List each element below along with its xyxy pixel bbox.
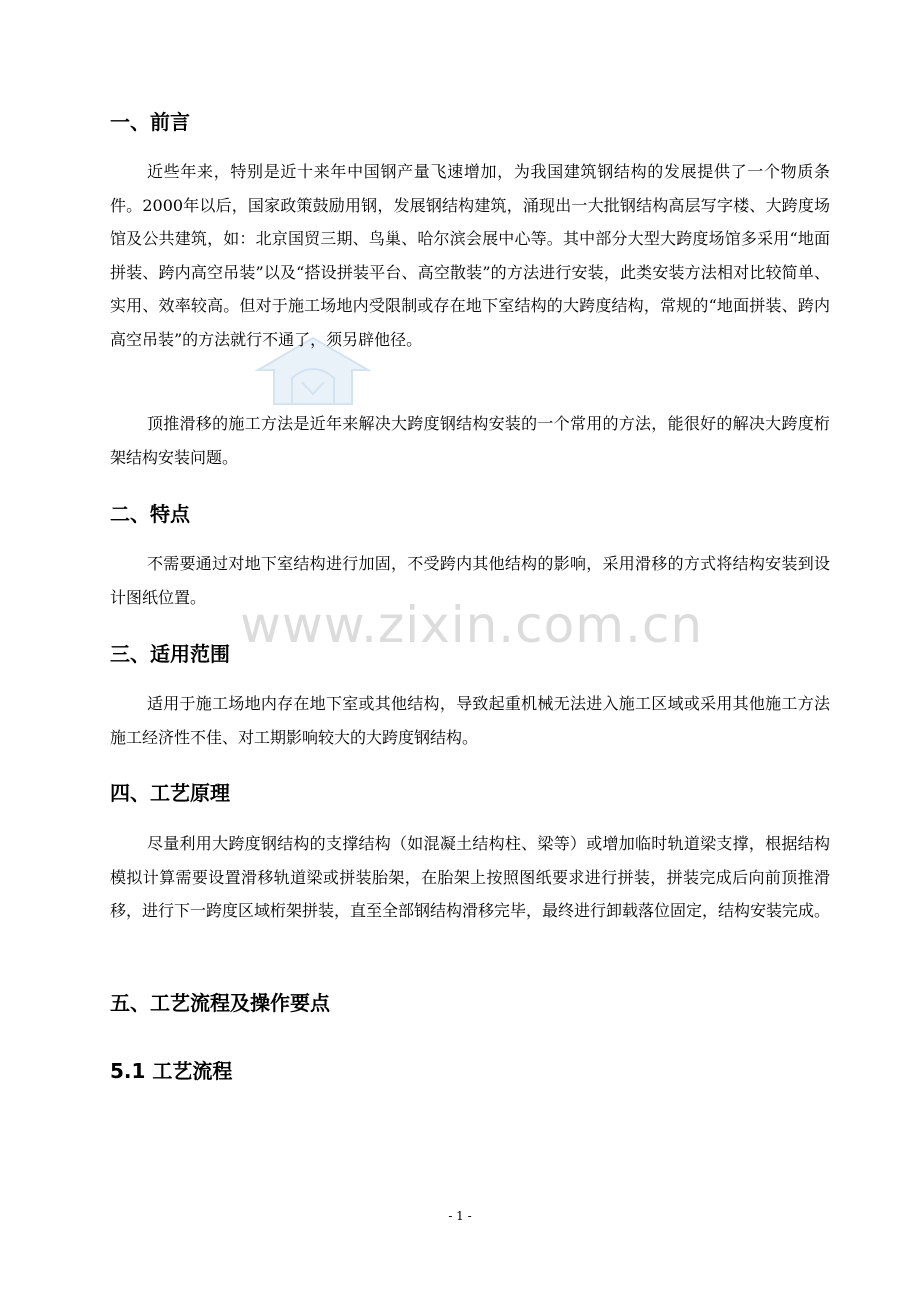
section-heading-preface: 一、前言	[110, 110, 190, 134]
section-heading-features: 二、特点	[110, 502, 190, 526]
paragraph-scope: 适用于施工场地内存在地下室或其他结构，导致起重机械无法进入施工区域或采用其他施工方法施工经济性不佳、对工期影响较大的大跨度钢结构。	[110, 694, 830, 747]
page-number: - 1 -	[448, 1209, 472, 1223]
paragraph-principle: 尽量利用大跨度钢结构的支撑结构（如混凝土结构柱、梁等）或增加临时轨道梁支撑，根据结构模拟计算需要设置滑移轨道梁或拼装胎架，在胎架上按照图纸要求进行拼装，拼装完成后向前顶推滑移，进行下一跨度区域桁架拼装，直至全部钢结构滑移完毕，最终进行卸载落位固定，结构安装完成。	[110, 834, 831, 920]
section-heading-process: 五、工艺流程及操作要点	[110, 991, 330, 1015]
subsection-heading-process-flow: 5.1 工艺流程	[110, 1059, 233, 1083]
paragraph-features: 不需要通过对地下室结构进行加固，不受跨内其他结构的影响，采用滑移的方式将结构安装到设计图纸位置。	[110, 554, 830, 607]
paragraph-preface-2: 顶推滑移的施工方法是近年来解决大跨度钢结构安装的一个常用的方法，能很好的解决大跨度桁架结构安装问题。	[110, 414, 830, 467]
watermark-text: www.zixin.com.cn	[240, 596, 704, 654]
paragraph-preface-1: 近些年来，特别是近十来年中国钢产量飞速增加，为我国建筑钢结构的发展提供了一个物质条件。2000年以后，国家政策鼓励用钢，发展钢结构建筑，涌现出一大批钢结构高层写字楼、大跨度场馆及公共建筑，如：北京国贸三期、鸟巢、哈尔滨会展中心等。其中部分大型大跨度场馆多采用“地面拼装、跨内高空吊装”以及“搭设拼装平台、高空散装”的方法进行安装，此类安装方法相对比较简单、实用、效率较高。但对于施工场地内受限制或存在地下室结构的大跨度结构，常规的“地面拼装、跨内高空吊装”的方法就行不通了，须另辟他径。	[110, 162, 830, 349]
section-heading-principle: 四、工艺原理	[110, 781, 230, 805]
section-heading-scope: 三、适用范围	[110, 642, 230, 666]
